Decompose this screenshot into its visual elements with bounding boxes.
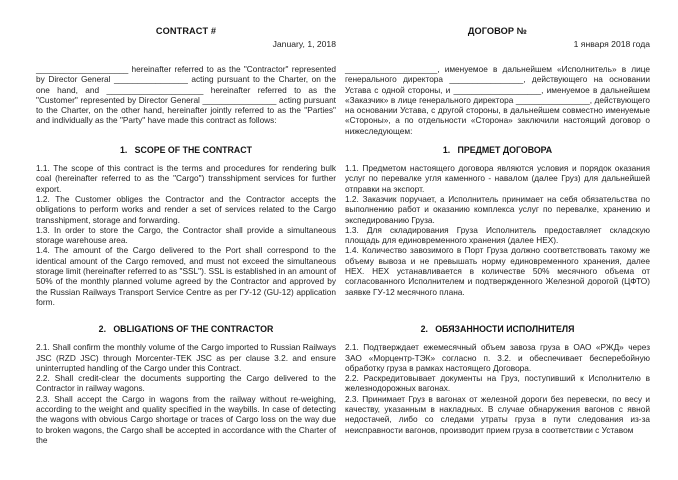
section-1-body-ru [345, 163, 650, 307]
section-2-body-ru [345, 342, 650, 445]
contract-date-en: January, 1, 2018 [272, 39, 336, 49]
section-2-heading-ru: 2. ОБЯЗАННОСТИ ИСПОЛНИТЕЛЯ [420, 324, 575, 335]
clause-ru-1-2: 1.2. Заказчик поручает, а Исполнитель принимает на себя обязательства по выполнению работ и оказанию комплекса услуг по перевалке, хранению и экспедированию Груза. [345, 193, 650, 225]
section-1-body-en [36, 163, 336, 307]
clause-en-2-3: 2.3. Shall accept the Cargo in wagons from the railway without re-weighing, according to the weight and quality specified in the waybills. In case of detecting the wagons with obvious Cargo shortage or traces of Cargo loss on the way due to broken wagons, the Cargo shall be accepted in accordance with the Charter of the [36, 393, 336, 445]
clause-en-1-4: 1.4. The amount of the Cargo delivered to the Port shall correspond to the identical amount of the Cargo removed, and must not exceed the simultaneous storage limit (hereinafter referred to as "SSL"). SSL is established in an amount of 50% of the monthly planned volume agreed by the Contractor and approved by the Russian Railways Transport Service Centre as per ГУ-12 (GU-12) application form. [36, 245, 336, 307]
clause-en-2-1: 2.1. Shall confirm the monthly volume of the Cargo imported to Russian Railways JSC (RZD JSC) through Morcenter-TEK JSC as per clause 3.2. and ensure uninterrupted handling of the Cargo under this Contract. [36, 342, 336, 373]
clause-en-1-3: 1.3. In order to store the Cargo, the Contractor shall provide a simultaneous storage warehouse area. [36, 224, 336, 246]
preamble-ru: ____________________, именуемое в дальнейшем «Исполнитель» в лице генерального директора ________________, действующего на основании Устава с одной стороны, и ___________________, именуемое в дальнейшем «Заказчик» в лице генерального директора ________________, действующего на основании Устава, с другой стороны, в дальнейшем совместно именуемые «Стороны», а по отдельности «Сторона» заключили настоящий договор о нижеследующем: [345, 64, 650, 136]
clause-ru-2-2: 2.2. Раскредитовывает документы на Груз, поступивший к Исполнителю в железнодорожных вагонах. [345, 373, 650, 394]
clause-ru-2-1: 2.1. Подтверждает ежемесячный объем завоза груза в ОАО «РЖД» через ЗАО «Морцентр-ТЭК» согласно п. 3.2. и обеспечивает бесперебойную обработку груза в рамках настоящего Договора. [345, 342, 650, 373]
section-1-heading-en: 1. SCOPE OF THE CONTRACT [120, 145, 252, 156]
contract-title-en: CONTRACT # [155, 26, 217, 36]
clause-ru-1-3: 1.3. Для складирования Груза Исполнитель предоставляет складскую площадь для единовременного хранения (далее НЕХ). [345, 224, 650, 246]
clause-en-1-2: 1.2. The Customer obliges the Contractor and the Contractor accepts the obligations to perform works and render a set of services related to the Cargo transshipment, storage and forwarding. [36, 193, 336, 225]
contract-title-ru: ДОГОВОР № [467, 26, 528, 36]
clause-en-2-2: 2.2. Shall credit-clear the documents supporting the Cargo delivered to the Contractor in railway wagons. [36, 373, 336, 394]
bilingual-columns [36, 26, 650, 445]
clause-en-1-1: 1.1. The scope of this contract is the terms and procedures for rendering bulk coal (hereinafter referred to as the "Cargo") transshipment services for further export. [36, 163, 336, 194]
section-2-body-en [36, 342, 336, 445]
clause-ru-2-3: 2.3. Принимает Груз в вагонах от железной дороги без перевески, по весу и качеству, указанным в накладных. В случае обнаружения вагонов с явной недостачей, либо со следами утраты груза в пути следования из-за неисправности вагонов, производит прием груза в соответствии с Уставом [345, 393, 650, 435]
section-1-heading-ru: 1. ПРЕДМЕТ ДОГОВОРА [442, 145, 553, 156]
clause-ru-1-1: 1.1. Предметом настоящего договора являются условия и порядок оказания услуг по перевалке угля каменного - навалом (далее Груз) для дальнейшей отправки на экспорт. [345, 163, 650, 194]
contract-date-ru: 1 января 2018 года [573, 39, 650, 49]
section-2-heading-en: 2. OBLIGATIONS OF THE CONTRACTOR [98, 324, 274, 335]
clause-ru-1-4: 1.4. Количество завозимого в Порт Груза должно соответствовать такому же объему вывоза и не превышать норму единовременного хранения, далее НЕХ. НЕХ устанавливается в количестве 50% месячного объема от согласованного Исполнителем и подтвержденного Железной дорогой (ЦФТО) заявке ГУ-12 месячного плана. [345, 245, 650, 297]
preamble-en: ____________________ hereinafter referred to as the "Contractor" represented by Director General ________________ acting pursuant to the Charter, on the one hand, and _____________________ hereinafter referred to as the "Customer" represented by Director General ________________ acting pursuant to the Charter, on the other hand, hereinafter jointly referred to as the "Parties" and individually as the "Party" have made this contract as follows: [36, 64, 336, 126]
